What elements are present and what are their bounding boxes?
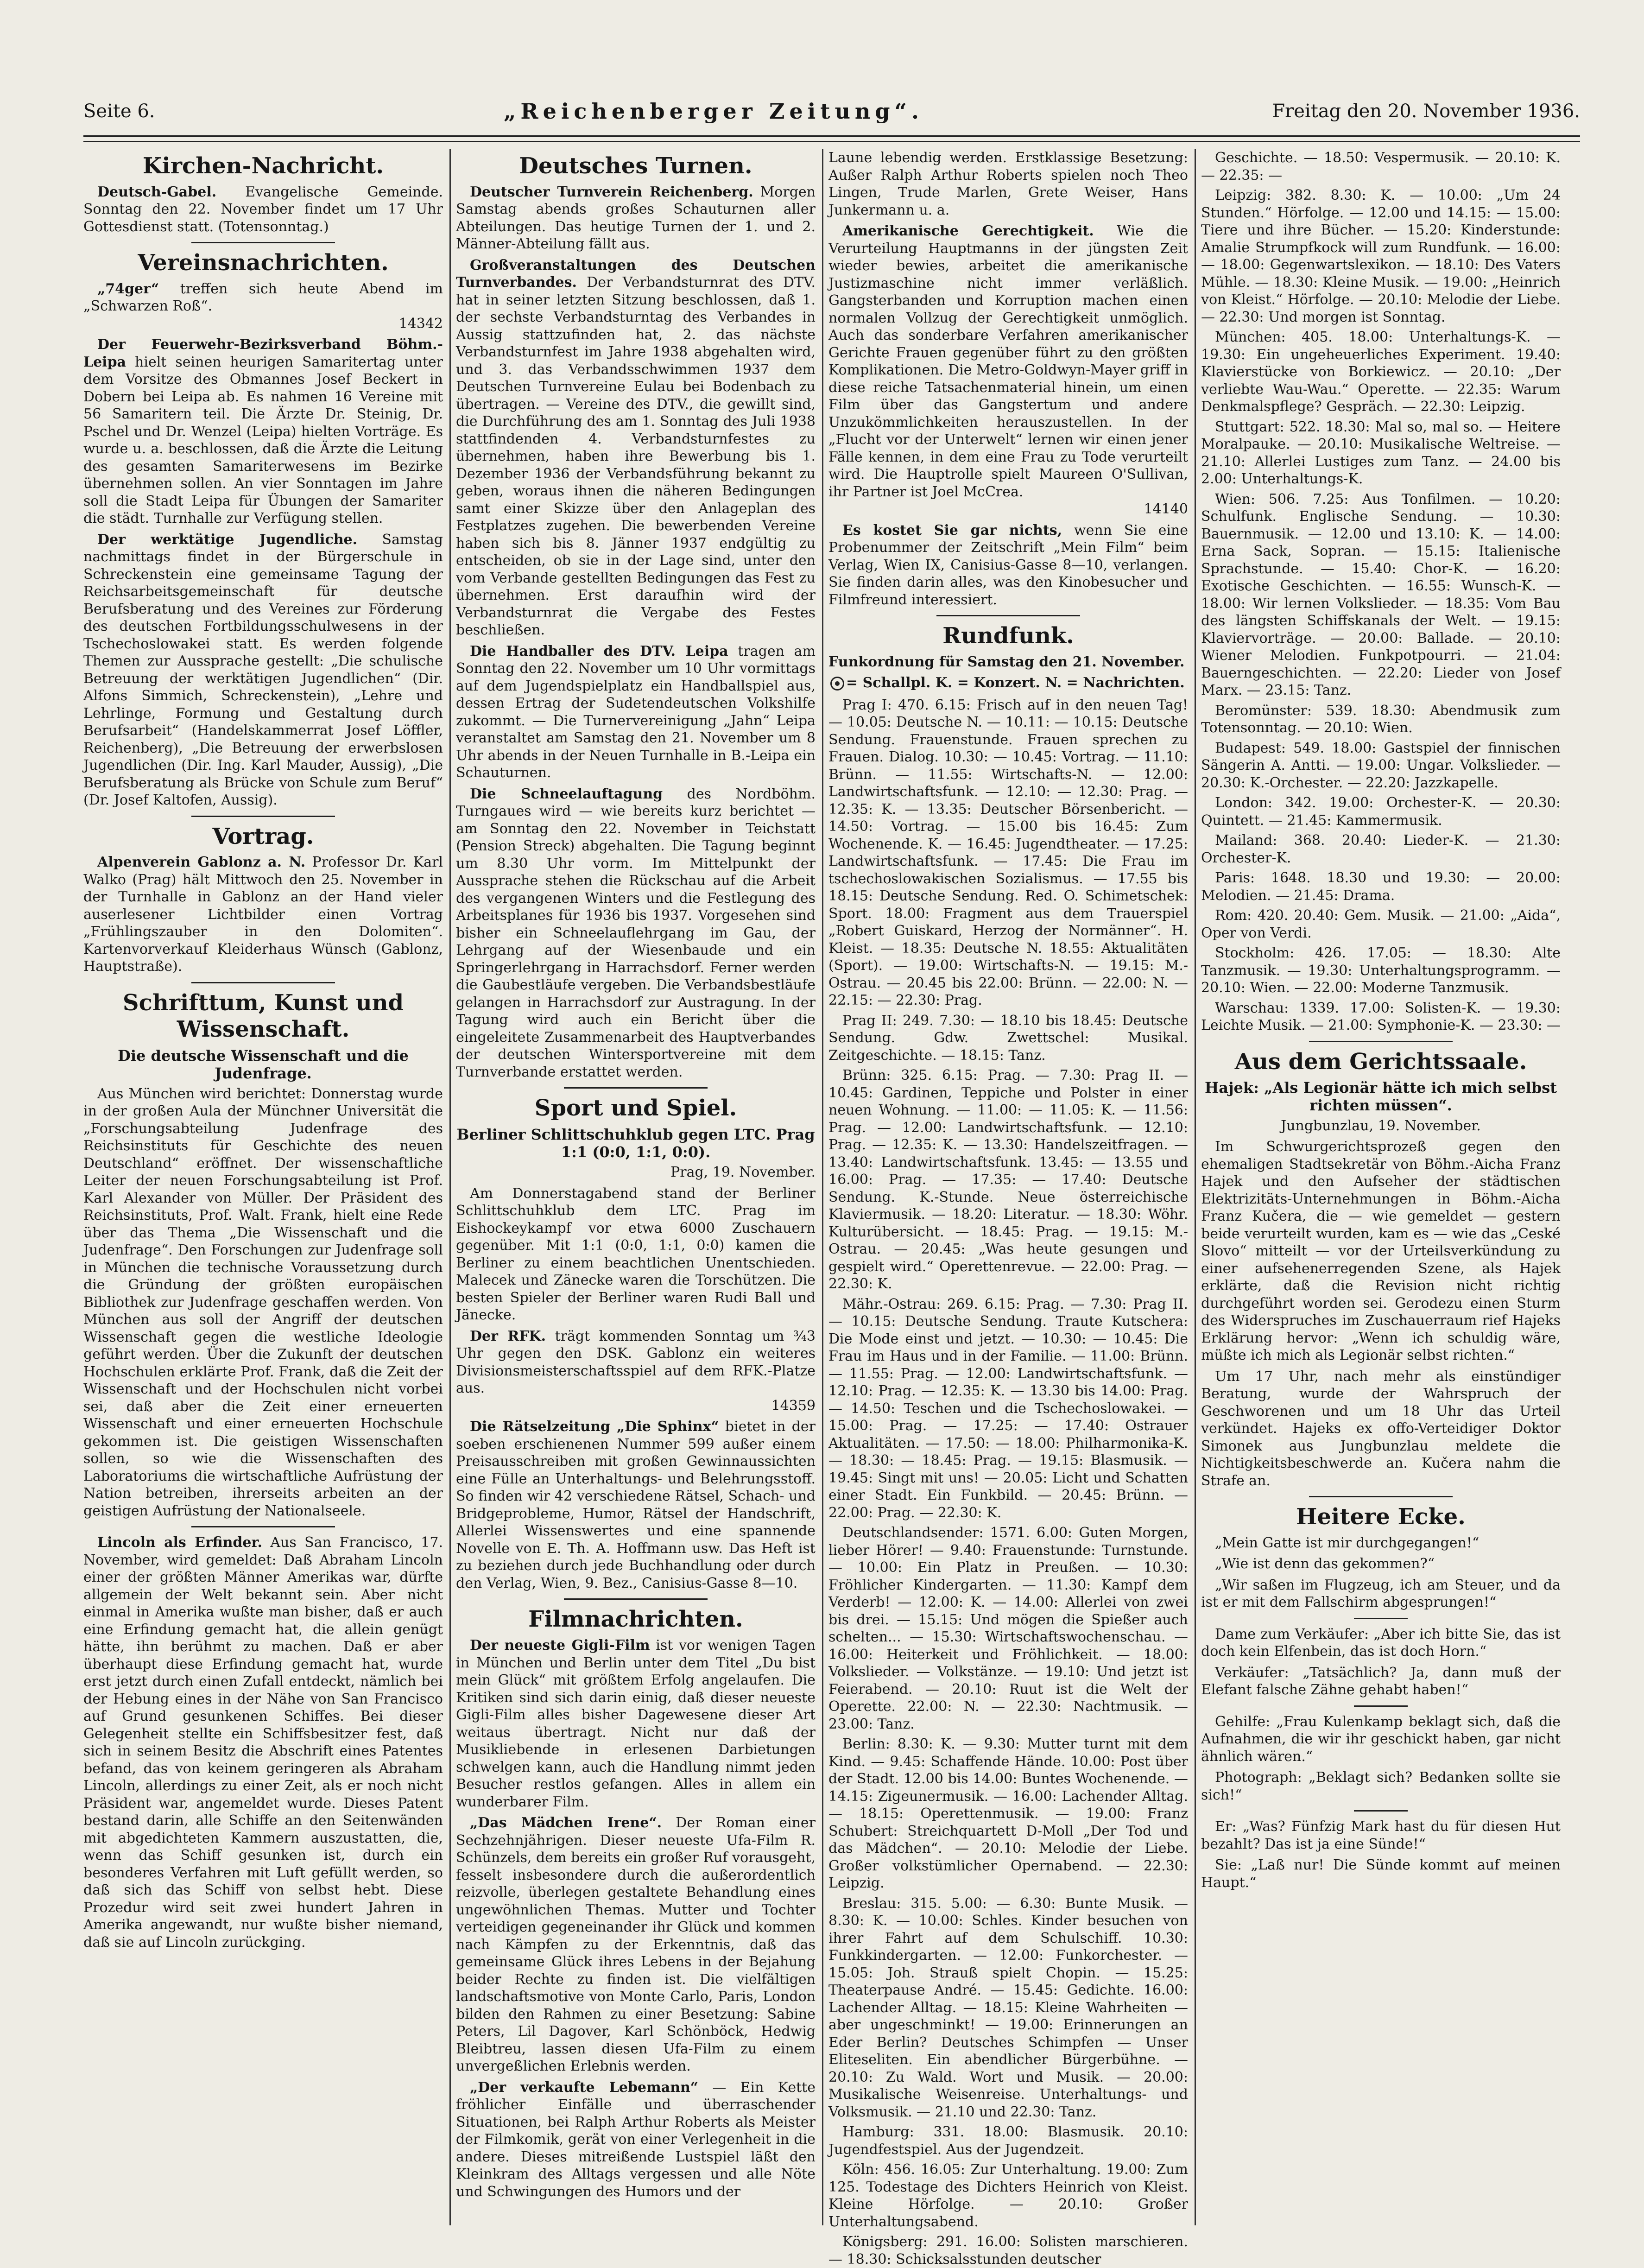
article-mein-film: Es kostet Sie gar nichts, wenn Sie eine Probenummer der Zeitschrift „Mein Film“ beim Verlag, Wien IX, Canisius-Gasse 8—10, verlangen. Sie finden darin alles, was den Kinobesucher und Filmfreund interessiert.: [828, 522, 1188, 608]
radio-program-list: [1201, 149, 1561, 1034]
radio-station-entry: München: 405. 18.00: Unterhaltungs-K. — 19.30: Ein ungeheuerliches Experiment. 19.40: Klavierstücke von Borkiewicz. — 20.10: „Der verliebte Wau-Wau.“ Operette. — 22.35: Warum Denkmalspflege? Gespräch. — 22.30: Leipzig.: [1201, 329, 1561, 415]
radio-station-entry: Breslau: 315. 5.00: — 6.30: Bunte Musik. — 8.30: K. — 10.00: Schles. Kinder besuchen von ihrer Fahrt auf dem Schulschiff. 10.30: Funkkindergarten. — 12.00: Funkorchester. — 15.05: Joh. Strauß spielt Chopin. — 15.25: Theaterpause André. — 15.45: Gedichte. 16.00: Lachender Alltag. — 18.15: Kleine Wahrheiten — aber ungeschminkt! — 19.00: Erinnerungen an Eder Berlin? Deutsches Schimpfen — Unser Eliteseliten. Ein abendlicher Bürgerbühne. — 20.10: Zu Wald. Wort und Musik. — 20.00: Musikalische Weisenreise. Unterhaltungs- und Volksmusik. — 21.10 und 22.30: Tanz.: [828, 1895, 1188, 2120]
section-heading-rundfunk: Rundfunk.: [942, 623, 1074, 649]
header-rule: [83, 135, 1580, 137]
section-separator: [564, 1087, 708, 1089]
article-eishockey: Am Donnerstagabend stand der Berliner Schlittschuhklub dem LTC. Prag im Eishockeykampf vor etwa 6000 Zuschauern gegenüber. Mit 1:1 (0:0, 1:1, 0:0) kamen die Berliner zu einem beachtlichen Unentschieden. Malecek und Zänecke waren die Torschützen. Die besten Spieler der Berliner waren Rudi Ball und Jänecke.: [456, 1185, 816, 1324]
radio-station-entry: Beromünster: 539. 18.30: Abendmusik zum Totensonntag. — 20.10: Wien.: [1201, 702, 1561, 736]
radio-station-entry: Prag I: 470. 6.15: Frisch auf in den neuen Tag! — 10.05: Deutsche N. — 10.11: — 10.15: Deutsche Sendung. Frauenstunde. Frauen sprechen zu Frauen. Dialog. 10.30: — 10.45: Vortrag. — 11.10: Brünn. — 11.55: Wirtschafts-N. — 12.00: Landwirtschaftsfunk. — 12.10: — 12.30: Prag. — 12.35: K. — 13.35: Deutscher Börsenbericht. — 14.50: Vortrag. — 15.00 bis 16.45: Zum Wochenende. K. — 16.45: Jugendtheater. — 17.25: Landwirtschaftsfunk. — 17.45: Die Frau im tschechoslowakischen Sozialismus. — 17.55 bis 18.15: Deutsche Sendung. Red. O. Schimetschek: Sport. 18.00: Fragment aus dem Trauerspiel „Robert Guiskard, Herzog der Normänner“. H. Kleist. — 18.35: Deutsche N. 18.55: Aktualitäten (Sport). — 19.00: Wirtschafts-N. — 19.15: M.-Ostrau. — 20.45 bis 22.00: Brünn. — 22.00: N. — 22.15: — 22.30: Prag.: [828, 697, 1188, 1009]
column-4: [1201, 149, 1561, 2225]
section-separator: [191, 982, 335, 983]
radio-station-entry: Berlin: 8.30: K. — 9.30: Mutter turnt mit dem Kind. — 9.45: Schaffende Hände. 10.00: Post über der Stadt. 12.00 bis 14.00: Buntes Wochenende. — 14.15: Zigeunermusik. — 16.00: Lachender Alltag. — 18.15: Operettenmusik. — 19.00: Franz Schubert: Streichquartett D-Moll „Der Tod und das Mädchen“. — 20.10: Melodie der Liebe. Großer volkstümlicher Opernabend. — 22.30: Leipzig.: [828, 1736, 1188, 1892]
header-rule-thin: [83, 141, 1580, 142]
section-heading-verein: Vereinsnachrichten.: [138, 250, 389, 276]
section-heading-film: Filmnachrichten.: [528, 1606, 743, 1633]
column-divider: [449, 149, 451, 2225]
joke-1: [1201, 1534, 1561, 1611]
article-schneelauf: Die Schneelauftagung des Nordböhm. Turngaues wird — wie bereits kurz berichtet — am Sonntag den 22. November in Teichstatt (Pension Streck) abgehalten. Die Tagung beginnt um 8.30 Uhr vorm. Im Mittelpunkt der Aussprache stehen die Rückschau auf die Arbeit des vergangenen Winters und die Festlegung des Arbeitsplanes für 1936 bis 1937. Vorgesehen sind bisher ein Schneelauflehrgang im Gau, der Lehrgang auf der Wiesenbaude und ein Springerlehrgang in Harrachsdorf. Ferner werden die Gaubestläufe vergeben. Die Verbandsbestläufe gelangen in Harrachsdorf zur Austragung. In der Tagung wird auch ein Bericht über die eingeleitete Zusammenarbeit des Hauptverbandes der deutschen Wintersportvereine mit dem Turnverbande erstattet werden.: [456, 786, 816, 1080]
joke-separator: [1354, 1810, 1408, 1812]
radio-station-entry: Warschau: 1339. 17.00: Solisten-K. — 19.30: Leichte Musik. — 21.00: Symphonie-K. — 23.30: —: [1201, 1000, 1561, 1033]
article-gigli: Der neueste Gigli-Film ist vor wenigen Tagen in München und Berlin unter dem Titel „Du bist mein Glück“ mit größtem Erfolg angelaufen. Die Kritiken sind sich darin einig, daß dieser neueste Gigli-Film alles bisher Dagewesene dieser Art weitaus übertragt. Nicht nur daß der Musikliebende in erlesenen Darbietungen schwelgen kann, auch die Handlung nimmt jeden Besucher restlos gefangen. Alles in allem ein wunderbarer Film.: [456, 1637, 816, 1810]
article-hajek: Im Schwurgerichtsprozeß gegen den ehemaligen Stadtsekretär von Böhm.-Aicha Franz Hajek und den Aufseher der städtischen Elektrizitäts-Unternehmungen in Böhm.-Aicha Franz Kučera, die — wie gemeldet — gestern beide verurteilt wurden, kam es — wie das „Ceské Slovo“ mitteilt — vor der Urteilsverkündung zu einer aufsehenerregenden Szene, als Hajek erklärte, daß die Revision nicht richtig durchgeführt worden sei. Gerodezu einen Sturm des Widerspruches im Zuschauerraum rief Hajeks Erklärung hervor: „Wenn ich schuldig wäre, müßte ich mich als Legionär selbst richten.“: [1201, 1139, 1561, 1364]
article-feuerwehr: Der Feuerwehr-Bezirksverband Böhm.-Leipa hielt seinen heurigen Samaritertag unter dem Vorsitze des Obmannes Josef Beckert in Dobern bei Leipa ab. Es nahmen 16 Vereine mit 56 Samaritern teil. Die Ärzte Dr. Steinig, Dr. Pschel und Dr. Wenzel (Leipa) hielten Vorträge. Es wurde u. a. beschlossen, daß die Ärzte die Leitung des gesamten Samariterwesens im Bezirke übernehmen sollen. An vier Sonntagen im Jahre soll die Stadt Leipa für Übungen der Samariter die städt. Turnhalle zur Verfügung stellen.: [83, 336, 443, 527]
radio-station-entry: Mailand: 368. 20.40: Lieder-K. — 21.30: Orchester-K.: [1201, 832, 1561, 866]
section-separator: [1309, 1496, 1453, 1497]
radio-station-entry: Paris: 1648. 18.30 und 19.30: — 20.00: Melodien. — 21.45: Drama.: [1201, 870, 1561, 904]
radio-station-entry: Leipzig: 382. 8.30: K. — 10.00: „Um 24 Stunden.“ Hörfolge. — 12.00 und 14.15: — 15.00: Tiere und ihre Bücher. — 15.20: Kinderstunde: Amalie Strumpfkock will zum Rundfunk. — 16.00: — 18.00: Gegenwartslexikon. — 18.10: Des Vaters Mühle. — 18.30: Kleine Musik. — 19.00: „Heinrich von Kleist.“ Hörfolge. — 20.10: Melodie der Liebe. — 22.30: Und morgen ist Sonntag.: [1201, 187, 1561, 325]
article-jugendliche: Der werktätige Jugendliche. Samstag nachmittags findet in der Bürgerschule in Schreckenstein eine gemeinsame Tagung der Reichsarbeitsgemeinschaft für deutsche Berufsberatung und des Vereines zur Förderung des deutschen Fortbildungsschulwesens in der Tschechoslowakei statt. Es werden folgende Themen zur Aussprache gestellt: „Die schulische Betreuung der werktätigen Jugendlichen“ (Dir. Alfons Simmich, Schreckenstein), „Lehre und Lehrlinge, Formung und Gestaltung durch Berufsarbeit“ (Handelskammerrat Josef Löffler, Reichenberg), „Die Betreuung der erwerbslosen Jugendlichen (Dir. Ing. Karl Mauder, Aussig), „Die Berufsberatung als Brücke von Schule zum Beruf“ (Dr. Josef Kaltofen, Aussig).: [83, 531, 443, 809]
newspaper-page: [83, 93, 1580, 2268]
joke-line: Er: „Was? Fünfzig Mark hast du für diesen Hut bezahlt? Das ist ja eine Sünde!“: [1201, 1818, 1561, 1852]
joke-line: Dame zum Verkäufer: „Aber ich bitte Sie, das ist doch kein Elfenbein, das ist doch Horn.“: [1201, 1626, 1561, 1660]
radio-station-entry: Brünn: 325. 6.15: Prag. — 7.30: Prag II. — 10.45: Gardinen, Teppiche und Polster in einer neuen Wohnung. — 11.00: — 11.05: K. — 11.56: Prag. — 12.00: Landwirtschaftsfunk. — 12.10: Prag. — 12.35: K. — 13.30: Handelszeitfragen. — 13.40: Landwirtschaftsfunk. 13.45: — 13.55 und 16.00: Prag. — 17.35: — 17.40: Deutsche Sendung. K.-Stunde. Neue österreichische Klaviermusik. — 18.20: Literatur. — 18.30: Wöhr. Kulturübersicht. — 18.45: Prag. — 19.15: M.-Ostrau. — 20.45: „Was heute gesungen und gespielt wird.“ Operettenrevue. — 22.00: Prag. — 22.30: K.: [828, 1067, 1188, 1292]
section-separator: [191, 242, 335, 243]
radio-station-entry: Geschichte. — 18.50: Vespermusik. — 20.10: K. — 22.35: —: [1201, 150, 1561, 184]
article-rfk: Der RFK. trägt kommenden Sonntag um ¾3 Uhr gegen den DSK. Gablonz ein weiteres Divisionsmeisterschaftsspiel auf dem RFK.-Platze aus. 14359: [456, 1328, 816, 1414]
section-heading-schrifttum: Schrifttum, Kunst und Wissenschaft.: [122, 989, 404, 1043]
article-subheading: Berliner Schlittschuhklub gegen LTC. Prag 1:1 (0:0, 1:1, 0:0).: [456, 1125, 815, 1161]
page-header: [83, 93, 1580, 130]
column-1: [83, 149, 443, 2225]
joke-3: [1201, 1713, 1561, 1804]
joke-line: Photograph: „Beklagt sich? Bedanken sollte sie sich!“: [1201, 1769, 1561, 1803]
section-heading-kirchen: Kirchen-Nachricht.: [142, 153, 384, 179]
radio-station-entry: Stuttgart: 522. 18.30: Mal so, mal so. — Heitere Moralpauke. — 20.10: Musikalische Weltreise. — 21.10: Allerlei Lustiges zum Tanz. — 24.00 bis 2.00: Unterhaltungs-K.: [1201, 418, 1561, 487]
section-separator: [564, 1598, 708, 1600]
article-74ger: „74ger“ treffen sich heute Abend im „Schwarzen Roß“. 14342: [83, 280, 443, 332]
article-lebemann-cont: Laune lebendig werden. Erstklassige Besetzung: Außer Ralph Arthur Roberts spielen noch Theo Lingen, Trude Marlen, Grete Weiser, Hans Junkermann u. a.: [828, 150, 1188, 218]
article-turnverband: Großveranstaltungen des Deutschen Turnverbandes. Der Verbandsturnrat des DTV. hat in seiner letzten Sitzung beschlossen, daß 1. der sechste Verbandsturntag des Verbandes in Aussig stattzufinden hat, 2. das nächste Verbandsturnfest im Jahre 1938 abgehalten wird, und 3. das Verbandsschwimmen 1937 dem Deutschen Turnvereine Eulau bei Bodenbach zu übertragen. — Vereine des DTV., die gewillt sind, die Durchführung des am 1. Sonntag des Juli 1938 stattfindenden 4. Verbandsturnfestes zu übernehmen, haben ihre Bewerbung bis 1. Dezember 1936 der Verbandsführung bekannt zu geben, woraus ihnen die näheren Bedingungen samt einer Skizze über den Anlageplan des Festplatzes zugehen. Die bewerbenden Vereine haben sich bis 8. Jänner 1937 endgültig zu entscheiden, ob sie in der Lage sind, unter den vom Verbande gestellten Bedingungen das Fest zu übernehmen. Erst daraufhin wird der Verbandsturnrat die Vergabe des Festes beschließen.: [456, 257, 816, 639]
radio-program-list: [828, 697, 1188, 2268]
page-number: Seite 6.: [83, 101, 155, 122]
column-3: [828, 149, 1188, 2268]
section-heading-vortrag: Vortrag.: [212, 823, 314, 849]
joke-line: Gehilfe: „Frau Kulenkamp beklagt sich, daß die Aufnahmen, die wir ihr geschickt haben, gar nicht ähnlich wären.“: [1201, 1713, 1561, 1765]
joke-line: Verkäufer: „Tatsächlich? Ja, dann muß der Elefant falsche Zähne gehabt haben!“: [1201, 1664, 1561, 1698]
article-subheading: Die deutsche Wissenschaft und die Judenfrage.: [118, 1046, 409, 1083]
article-subheading: Hajek: „Als Legionär hätte ich mich selbst richten müssen“.: [1204, 1079, 1557, 1115]
section-heading-sport: Sport und Spiel.: [534, 1095, 737, 1121]
article-judenfrage: Aus München wird berichtet: Donnerstag wurde in der großen Aula der Münchner Universität die „Forschungsabteilung Judenfrage des Reichsinstituts für Geschichte des neuen Deutschland“ eröffnet. Der wissenschaftliche Leiter der neuen Forschungsabteilung ist Prof. Karl Alexander von Müller. Der Präsident des Reichsinstituts, Prof. Walt. Frank, hielt eine Rede über das Thema „Die Wissenschaft und die Judenfrage“. Den Forschungen zur Judenfrage soll in München die technische Voraussetzung durch die Gründung der größten europäischen Bibliothek zur Judenfrage geschaffen werden. Von München aus soll der Angriff der deutschen Wissenschaft gegen die westliche Ideologie geführt werden. Über die Zukunft der deutschen Hochschulen erklärte Prof. Frank, daß die Zeit der Wissenschaft und der Hochschulen nicht vorbei sei, daß aber die Zeit einer erneuerten Wissenschaft und einer erneuerten Hochschule gekommen ist. Die geistigen Wissenschaften sollen, so wie die Wissenschaften des Laboratoriums die wirtschaftliche Aufrüstung der Nation betreiben, ihrerseits arbeiten an der geistigen Aufrüstung der Nationalseele.: [83, 1085, 443, 1519]
column-divider: [822, 149, 823, 2225]
radio-station-entry: Köln: 456. 16.05: Zur Unterhaltung. 19.00: Zum 125. Todestage des Dichters Heinrich von Kleist. Kleine Hörfolge. — 20.10: Großer Unterhaltungsabend.: [828, 2161, 1188, 2230]
issue-date: Freitag den 20. November 1936.: [1272, 101, 1580, 122]
radio-station-entry: Budapest: 549. 18.00: Gastspiel der finnischen Sängerin A. Antti. — 19.00: Ungar. Volkslieder. — 20.30: K.-Orchester. — 22.20: Jazzkapelle.: [1201, 740, 1561, 791]
column-2: [456, 149, 816, 2225]
article-lincoln: Lincoln als Erfinder. Aus San Francisco, 17. November, wird gemeldet: Daß Abraham Lincoln einer der größten Männer Amerikas war, dürfte allgemein der Welt bekannt sein. Aber nicht einmal in Amerika wußte man bisher, daß er auch eine Erfindung gemacht hat, die allein genügt hätte, ihn berühmt zu machen. Daß er aber überhaupt diese Erfindung gemacht hat, wurde erst jetzt durch einen Zufall entdeckt, nämlich bei der Hebung eines in der Nähe von San Francisco auf Grund gesunkenen Schiffes. Bei dieser Gelegenheit stellte ein Schiffsbesitzer fest, daß sich in seinem Besitz die Abschrift eines Patentes befand, das von keinem geringeren als Abraham Lincoln, allerdings zu einer Zeit, als er noch nicht Präsident war, angemeldet wurde. Dieses Patent bestand darin, alle Schiffe an den Seitenwänden mit abgedichteten Kammern auszustatten, die, wenn das Schiff gesunken ist, durch ein besonderes Verfahren mit Luft gefüllt werden, so daß sich das Schiff von selbst hebt. Diese Prozedur wird seit zwei hundert Jahren in Amerika angewandt, nur wußte bisher niemand, daß sie auf Lincoln zurückging.: [83, 1534, 443, 1951]
section-separator: [1309, 1041, 1453, 1042]
section-separator: [936, 615, 1080, 616]
section-heading-heitere: Heitere Ecke.: [1296, 1504, 1466, 1530]
radio-legend: = Schallpl. K. = Konzert. N. = Nachrichten.: [828, 674, 1188, 692]
section-separator: [191, 1526, 335, 1527]
radio-station-entry: Mähr.-Ostrau: 269. 6.15: Prag. — 7.30: Prag II. — 10.15: Deutsche Sendung. Traute Kutschera: Die Mode einst und jetzt. — 10.30: — 10.45: Die Frau im Haus und in der Familie. — 11.00: Brünn. — 11.55: Prag. — 12.00: Landwirtschaftsfunk. — 12.10: Prag. — 12.35: K. — 13.30 bis 14.00: Prag. — 14.50: Teschen und die Tschechoslowakei. — 15.00: Prag. — 17.25: — 17.40: Ostrauer Aktualitäten. — 17.50: — 18.00: Philharmonika-K. — 18.30: — 18.45: Prag. — 19.15: Blasmusik. — 19.45: Singt mit uns! — 20.05: Licht und Schatten einer Stadt. Ein Funkbild. — 20.45: Brünn. — 22.00: Prag. — 22.30: K.: [828, 1296, 1188, 1521]
record-symbol-icon: [830, 677, 844, 691]
article-sphinx: Die Rätselzeitung „Die Sphinx“ bietet in der soeben erschienenen Nummer 599 außer einem Preisausschreiben mit großen Gewinnaussichten eine Fülle an Unterhaltungs- und Belehrungsstoff. So finden wir 42 verschiedene Rätsel, Schach- und Bridgeprobleme, Humor, Rätsel der Handschrift, Allerlei Wissenswertes und eine spannende Novelle von E. Th. A. Hoffmann usw. Das Heft ist zu beziehen durch jede Buchhandlung oder durch den Verlag, Wien, 9. Bez., Canisius-Gasse 8—10.: [456, 1419, 816, 1591]
radio-station-entry: Deutschlandsender: 1571. 6.00: Guten Morgen, lieber Hörer! — 9.40: Frauenstunde: Turnstunde. — 10.00: Ein Platz in Preußen. — 10.30: Fröhlicher Kindergarten. — 11.30: Kampf dem Verderb! — 12.00: K. — 14.00: Allerlei von zwei bis drei. — 15.15: Und mögen die Spießer auch schelten... — 15.30: Wirtschaftswochenschau. — 16.00: Heiterkeit und Fröhlichkeit. — 18.00: Volkslieder. — Volkstänze. — 19.10: Und jetzt ist Feierabend. — 20.10: Ruut ist die Welt der Operette. 22.00: N. — 22.30: Nachtmusik. — 23.00: Tanz.: [828, 1525, 1188, 1732]
joke-separator: [1354, 1618, 1408, 1619]
article-lebemann: „Der verkaufte Lebemann“ — Ein Kette fröhlicher Einfälle und überraschender Situationen, bei Ralph Arthur Roberts als Meister der Filmkomik, gerät von einer Verlegenheit in die andere. Dieses mitreißende Lustspiel läßt den Kleinkram des Alltags vergessen und alle Nöte und Schwingungen des Humors und der: [456, 2079, 816, 2200]
radio-station-entry: Stockholm: 426. 17.05: — 18.30: Alte Tanzmusik. — 19.30: Unterhaltungsprogramm. — 20.10: Wien. — 22.00: Moderne Tanzmusik.: [1201, 945, 1561, 996]
joke-line: „Mein Gatte ist mir durchgegangen!“: [1215, 1534, 1480, 1551]
article-handballer: Die Handballer des DTV. Leipa tragen am Sonntag den 22. November um 10 Uhr vormittags auf dem Jugendspielplatz ein Handballspiel aus, dessen Ertrag der Sudetendeutschen Volkshilfe zukommt. — Die Turnervereinigung „Jahn“ Leipa veranstaltet am Samstag den 21. November um 8 Uhr abends in der Neuen Turnhalle in B.-Leipa ein Schauturnen.: [456, 643, 816, 781]
column-divider: [1195, 149, 1196, 2225]
joke-line: „Wie ist denn das gekommen?“: [1215, 1556, 1435, 1572]
radio-station-entry: London: 342. 19.00: Orchester-K. — 20.30: Quintett. — 21.45: Kammermusik.: [1201, 795, 1561, 829]
joke-2: [1201, 1626, 1561, 1699]
radio-station-entry: Prag II: 249. 7.30: — 18.10 bis 18.45: Deutsche Sendung. Gdw. Zwettschel: Musikal. Zeitgeschichte. — 18.15: Tanz.: [828, 1012, 1188, 1064]
radio-station-entry: Wien: 506. 7.25: Aus Tonfilmen. — 10.20: Schulfunk. Englische Sendung. — 10.30: Bauernmusik. — 12.00 und 13.10: K. — 14.00: Erna Sack, Sopran. — 15.15: Italienische Sprachstunde. — 15.40: Chor-K. — 16.20: Exotische Geschichten. — 16.55: Wunsch-K. — 18.00: Wir lernen Volkslieder. — 18.35: Vom Bau des längsten Schiffskanals der Welt. — 19.15: Klaviervorträge. — 20.00: Ballade. — 20.10: Wiener Melodien. Funkpotpourri. — 21.04: Bauerngeschichten. — 22.20: Lieder von Josef Marx. — 23.15: Tanz.: [1201, 491, 1561, 698]
joke-line: „Wir saßen im Flugzeug, ich am Steuer, und da ist er mit dem Fallschirm abgesprungen!“: [1201, 1577, 1561, 1611]
joke-separator: [1354, 1705, 1408, 1707]
radio-station-entry: Königsberg: 291. 16.00: Solisten marschieren. — 18.30: Schicksalsstunden deutscher: [828, 2234, 1188, 2268]
article-turnverein: Deutscher Turnverein Reichenberg. Morgen Samstag abends großes Schauturnen aller Abteilungen. Das heutige Turnen der 1. und 2. Männer-Abteilung fällt aus.: [456, 184, 816, 253]
article-hajek-verdict: Um 17 Uhr, nach mehr als einstündiger Beratung, wurde der Wahrspruch der Geschworenen und um 18 Uhr das Urteil verkündet. Hajeks ex offo-Verteidiger Doktor Simonek aus Jungbunzlau meldete die Nichtigkeitsbeschwerde an. Kučera nahm die Strafe an.: [1201, 1368, 1561, 1489]
newspaper-title: „Reichenberger Zeitung“.: [503, 99, 923, 124]
article-gerechtigkeit: Amerikanische Gerechtigkeit. Wie die Verurteilung Hauptmanns in der jüngsten Zeit wieder bewies, arbeitet die amerikanische Justizmaschine nicht immer verläßlich. Gangsterbanden und Korruption machen einen normalen Vollzug der Gerechtigkeit unmöglich. Auch das sonderbare Verfahren amerikanischer Gerichte Frauen gegenüber führt zu den größten Komplikationen. Die Metro-Goldwyn-Mayer griff in diese reiche Tatsachenmaterial hinein, um einen Film über das Gangstertum und andere Unzukömmlichkeiten herauszustellen. In der „Flucht vor der Unterwelt“ lernen wir einen jener Fälle kennen, in dem eine Frau zu Tode verurteilt wird. Die Hauptrolle spielt Maureen O'Sullivan, ihr Partner ist Joel McCrea. 14140: [828, 223, 1188, 517]
article-alpenverein: Alpenverein Gablonz a. N. Professor Dr. Karl Walko (Prag) hält Mittwoch den 25. November in der Turnhalle in Gablonz an der Hand vieler auserlesener Lichtbilder einen Vortrag „Frühlingszauber in den Dolomiten“. Kartenvorverkauf Kleiderhaus Wünsch (Gablonz, Hauptstraße).: [83, 854, 443, 975]
article-dateline: Prag, 19. November.: [670, 1164, 816, 1181]
joke-4: [1201, 1818, 1561, 1891]
article-irene: „Das Mädchen Irene“. Der Roman einer Sechzehnjährigen. Dieser neueste Ufa-Film R. Schünzels, dem bereits ein großer Ruf vorausgeht, fesselt insbesondere durch die außerordentlich reizvolle, überlegen gestaltete Behandlung eines ungewöhnlichen Themas. Mutter und Tochter verteidigen gegeneinander ihr Glück und kommen nach Kämpfen zu der Erkenntnis, daß das gemeinsame Glück ihres Lebens in der Bejahung beider Rechte zu finden ist. Die vielfältigen landschaftsmotive von Monte Carlo, Paris, London bilden den Rahmen zu einer Besetzung: Sabine Peters, Lil Dagover, Karl Schönböck, Hedwig Bleibtreu, lassen diesen Ufa-Film zu einem unvergeßlichen Erlebnis werden.: [456, 1815, 816, 2075]
radio-station-entry: Rom: 420. 20.40: Gem. Musik. — 21.00: „Aida“, Oper von Verdi.: [1201, 907, 1561, 941]
article-dateline: Jungbunzlau, 19. November.: [1281, 1117, 1481, 1134]
article-kirchen: Deutsch-Gabel. Evangelische Gemeinde. Sonntag den 22. November findet um 17 Uhr Gottesdienst statt. (Totensonntag.): [83, 184, 443, 235]
radio-station-entry: Hamburg: 331. 18.00: Blasmusik. 20.10: Jugendfestspiel. Aus der Jugendzeit.: [828, 2124, 1188, 2158]
section-heading-turnen: Deutsches Turnen.: [519, 153, 752, 179]
radio-subheading: Funkordnung für Samstag den 21. November.: [828, 653, 1185, 670]
section-heading-gericht: Aus dem Gerichtssaale.: [1234, 1048, 1527, 1075]
section-separator: [191, 816, 335, 817]
joke-line: Sie: „Laß nur! Die Sünde kommt auf meinen Haupt.“: [1201, 1857, 1561, 1891]
